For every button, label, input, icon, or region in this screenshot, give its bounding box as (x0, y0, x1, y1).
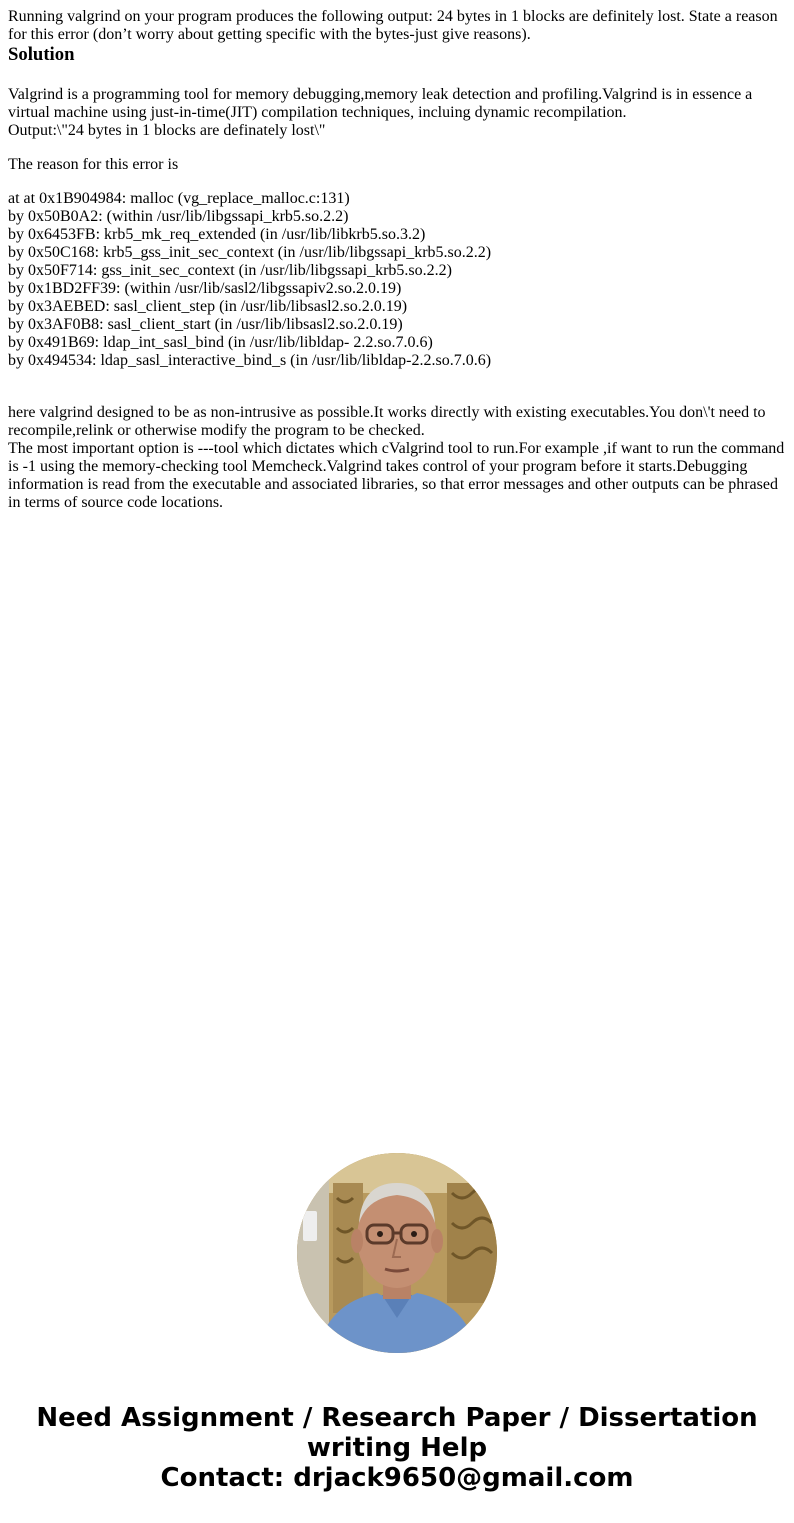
intro-paragraph (8, 86, 788, 140)
author-photo-illustration (297, 1153, 497, 1353)
intro-line: Valgrind is a programming tool for memory debugging,memory leak detection and profiling.Valgrind is in essence a virtual machine using just-in-time(JIT) compilation techniques, incluing dynamic recompilation. (8, 86, 757, 121)
stack-trace-line: by 0x3AEBED: sasl_client_step (in /usr/lib/libsasl2.so.2.0.19) (8, 298, 408, 315)
promo-banner (0, 1403, 794, 1493)
answer-content (8, 8, 788, 512)
explanation-line: here valgrind designed to be as non-intrusive as possible.It works directly with existing executables.You don\'t need to recompile,relink or otherwise modify the program to be checked. (8, 404, 770, 439)
promo-line: writing Help (306, 1433, 488, 1463)
stack-trace-line: by 0x50F714: gss_init_sec_context (in /usr/lib/libgssapi_krb5.so.2.2) (8, 262, 452, 279)
explanation-line: The most important option is ---tool which dictates which cValgrind tool to run.For example ,if want to run the command is -1 using the memory-checking tool Memcheck.Valgrind takes control of your program before it starts.Debugging information is read from the executable and associated libraries, so that error messages and other outputs can be phrased in terms of source code locations. (8, 440, 789, 511)
stack-trace-line: at at 0x1B904984: malloc (vg_replace_malloc.c:131) (8, 190, 350, 207)
stack-trace-line: by 0x50C168: krb5_gss_init_sec_context (in /usr/lib/libgssapi_krb5.so.2.2) (8, 244, 492, 261)
stack-trace-line: by 0x494534: ldap_sasl_interactive_bind_s (in /usr/lib/libldap-2.2.so.7.0.6) (8, 352, 492, 369)
stack-trace-line: by 0x6453FB: krb5_mk_req_extended (in /usr/lib/libkrb5.so.3.2) (8, 226, 426, 243)
author-photo (297, 1153, 497, 1353)
stack-trace-line: by 0x1BD2FF39: (within /usr/lib/sasl2/libgssapiv2.so.2.0.19) (8, 280, 402, 297)
solution-heading: Solution (8, 44, 75, 65)
stack-trace-line: by 0x50B0A2: (within /usr/lib/libgssapi_krb5.so.2.2) (8, 208, 349, 225)
explanation-paragraph (8, 404, 788, 512)
reason-intro: The reason for this error is (8, 156, 179, 173)
stack-trace (8, 190, 788, 370)
promo-line: Need Assignment / Research Paper / Dissertation (36, 1403, 758, 1433)
stack-trace-line: by 0x3AF0B8: sasl_client_start (in /usr/lib/libsasl2.so.2.0.19) (8, 316, 403, 333)
intro-line: Output:\"24 bytes in 1 blocks are definately lost\" (8, 122, 326, 139)
question-text: Running valgrind on your program produces the following output: 24 bytes in 1 blocks are definitely lost. State a reason for this error (don’t worry about getting specific with the bytes-just give reasons). (8, 8, 778, 43)
promo-contact: Contact: drjack9650@gmail.com (160, 1463, 634, 1493)
stack-trace-line: by 0x491B69: ldap_int_sasl_bind (in /usr/lib/libldap- 2.2.so.7.0.6) (8, 334, 433, 351)
